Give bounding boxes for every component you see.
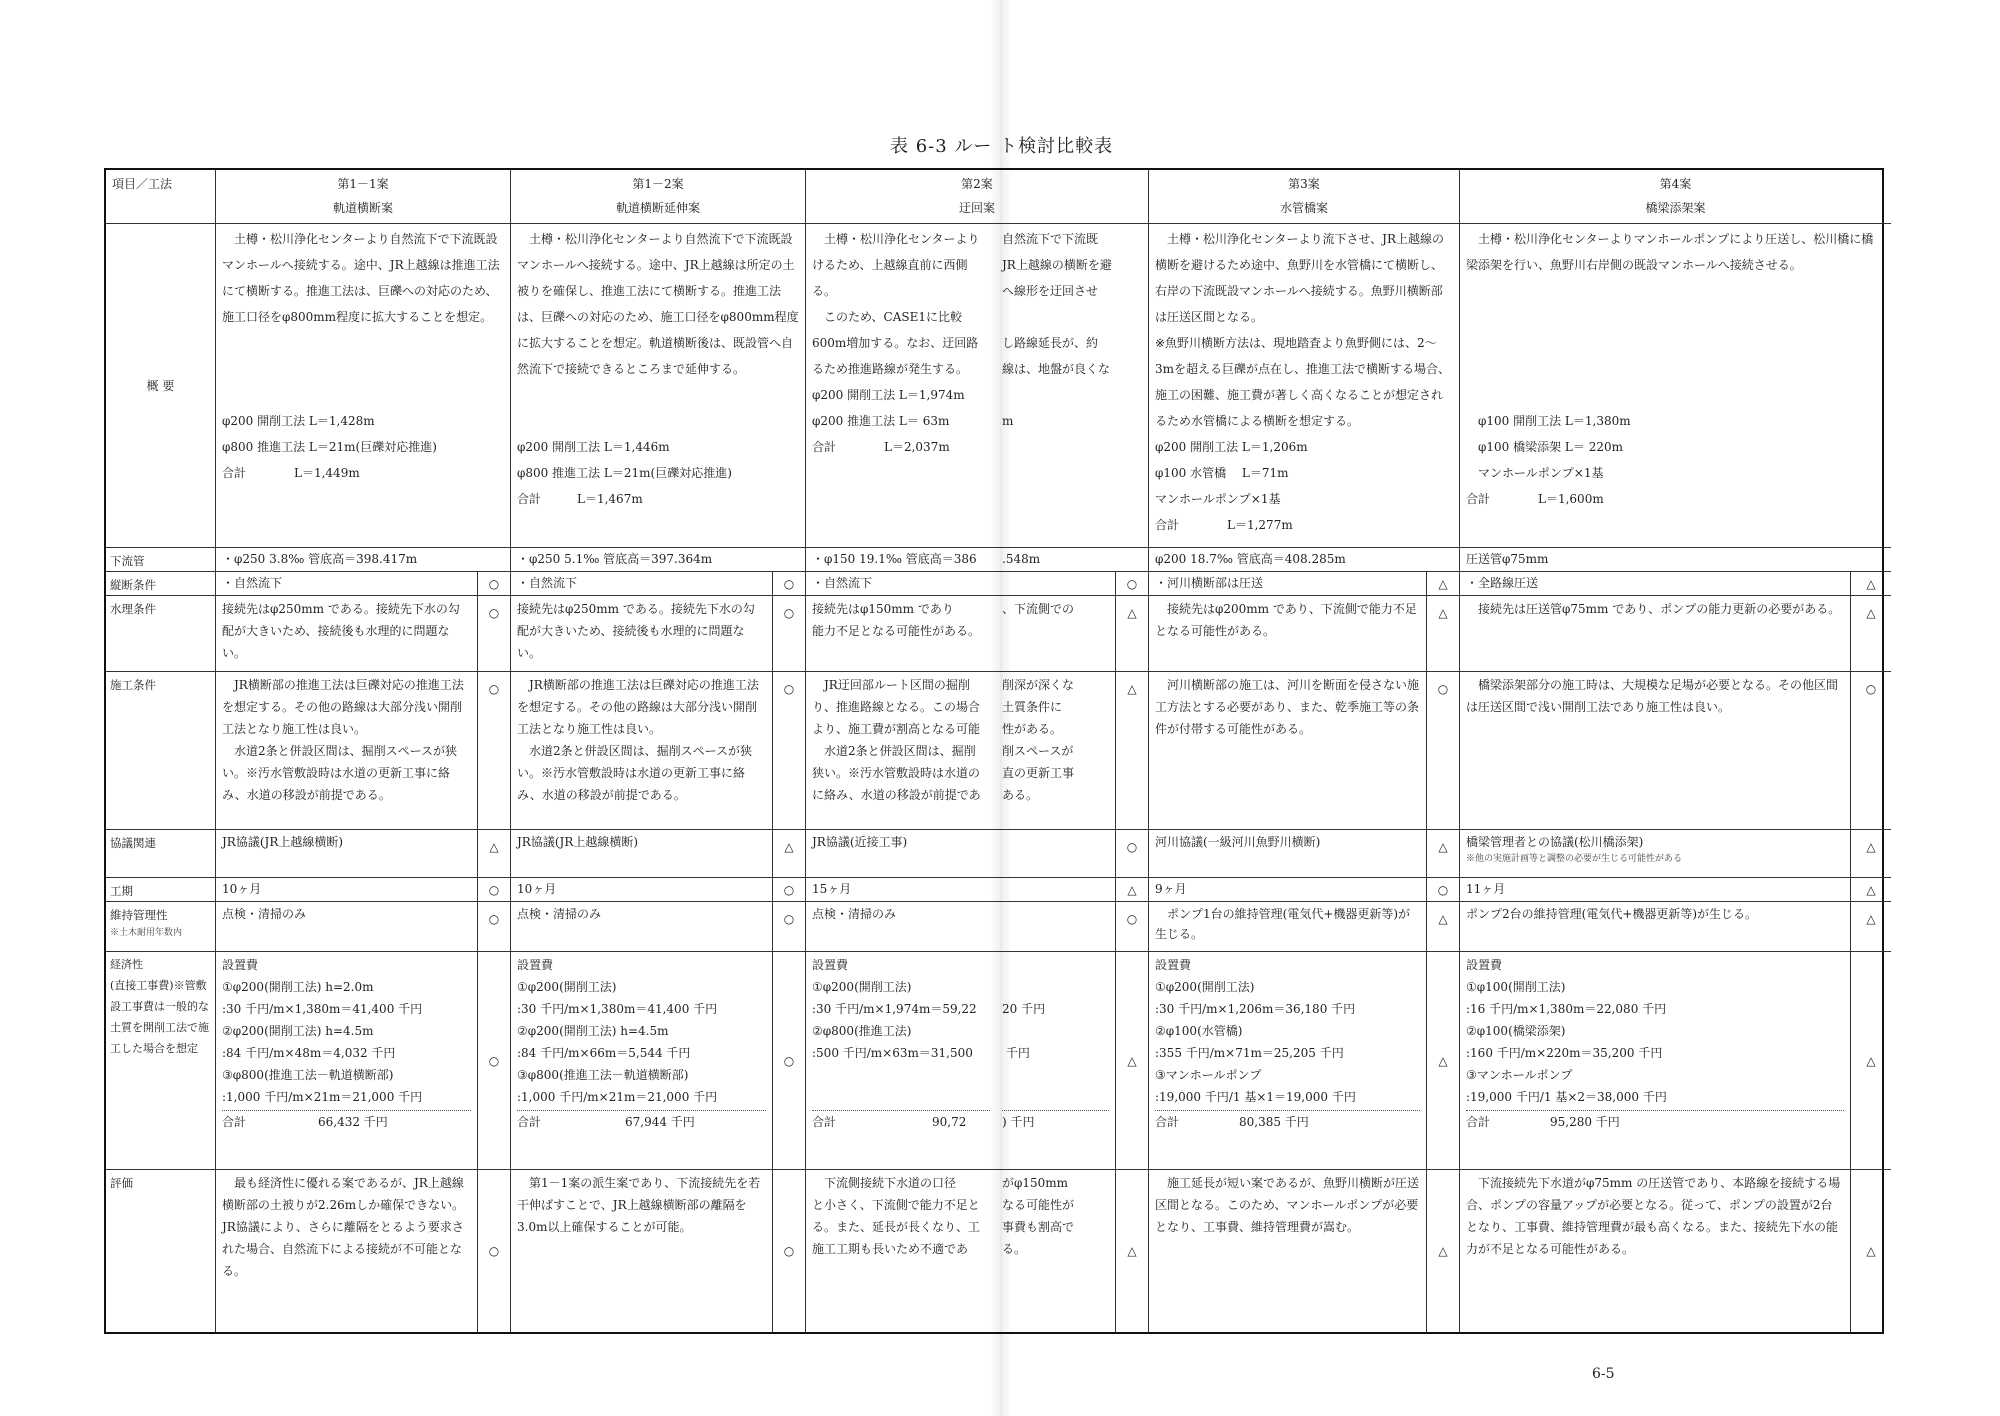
cell-seko-1-1: JR横断部の推進工法は巨礫対応の推進工法を想定する。その他の路線は大部分浅い開削工法となり施工性は良い。 水道2条と併設区間は、掘削スペースが狭い。※汚水管敷設時は水道の更新工事に絡み、水道の移設が前提である。 [216, 672, 478, 830]
cell-hyoka-1-2: 第1－1案の派生案であり、下流接続先を若干伸ばすことで、JR上越線横断部の離隔を3.0m以上確保することが可能。 [511, 1170, 773, 1332]
header-option-1-1 [216, 170, 511, 224]
mark-koki-4: △ [1851, 878, 1891, 902]
row-label-koki: 工期 [106, 878, 216, 902]
header-corner: 項目／工法 [106, 170, 216, 224]
mark-iji-2: ○ [1116, 902, 1149, 952]
option-number: 第1－1案 [337, 177, 389, 191]
cell-keizai-1-1 [216, 952, 478, 1170]
mark-judan-2: ○ [1116, 572, 1149, 596]
cell-seko-1-2: JR横断部の推進工法は巨礫対応の推進工法を想定する。その他の路線は大部分浅い開削工法となり施工性は良い。 水道2条と併設区間は、掘削スペースが狭い。※汚水管敷設時は水道の更新工事に絡み、水道の移設が前提である。 [511, 672, 773, 830]
keizai-1-2-detail: 設置費 ①φ200(開削工法) :30 千円/m×1,380m＝41,400 千円 ②φ200(開削工法) h=4.5m :84 千円/m×66m＝5,544 千円 ③φ800(推進工法－軌道横断部) :1,000 千円/m×21m＝21,000 千円 [517, 958, 718, 1104]
cell-gaiyo-2b: 自然流下で下流既 JR上越線の横断を避 へ線形を迂回させ し路線延長が、約 線は、地盤が良くな m [996, 224, 1149, 548]
mark-suiri-1-2: ○ [773, 596, 806, 672]
row-label-iji [106, 902, 216, 952]
header-option-2 [806, 170, 1149, 224]
mark-kyogi-3: △ [1427, 830, 1460, 878]
cell-koki-3: 9ヶ月 [1149, 878, 1427, 902]
keizai-3-detail: 設置費 ①φ200(開削工法) :30 千円/m×1,206m＝36,180 千円 ②φ100(水管橋) :355 千円/m×71m＝25,205 千円 ③マンホールポンプ :19,000 千円/1 基×1＝19,000 千円 [1155, 958, 1356, 1104]
keizai-2a-detail: 設置費 ①φ200(開削工法) :30 千円/m×1,974m＝59,22 ②φ800(推進工法) :500 千円/m×63m＝31,500 [812, 958, 977, 1060]
cell-karyu-3: φ200 18.7‰ 管底高＝408.285m [1149, 548, 1460, 572]
row-label-keizai: 経済性 (直接工事費)※管敷設工事費は一般的な土質を開削工法で施工した場合を想定 [106, 952, 216, 1170]
mark-seko-2: △ [1116, 672, 1149, 830]
cell-seko-2a: JR迂回部ルート区間の掘削 り、推進路線となる。この場合 より、施工費が割高となる可能 水道2条と併設区間は、掘削 狭い。※汚水管敷設時は水道の に絡み、水道の移設が前提であ [806, 672, 996, 830]
cell-koki-4: 11ヶ月 [1460, 878, 1851, 902]
keizai-1-1-total: 合計 66,432 千円 [222, 1110, 471, 1133]
kyogi-4-note: ※他の実施計画等と調整の必要が生じる可能性がある [1466, 854, 1683, 864]
cell-gaiyo-1-2: 土樽・松川浄化センターより自然流下で下流既設マンホールへ接続する。途中、JR上越線は所定の土被りを確保し、推進工法にて横断する。推進工法は、巨礫への対応のため、施工口径をφ800mm程度に拡大することを想定。軌道横断後は、既設管へ自然流下で接続できるところまで延伸する。 φ200 開削工法 L＝1,446m φ800 推進工法 L＝21m(巨礫対応推進) 合計 L＝1,467m [511, 224, 806, 548]
mark-koki-3: ○ [1427, 878, 1460, 902]
mark-kyogi-4: △ [1851, 830, 1891, 878]
cell-kyogi-1-2: JR協議(JR上越線横断) [511, 830, 773, 878]
cell-karyu-2a: ・φ150 19.1‰ 管底高＝386 [806, 548, 996, 572]
cell-iji-1-2: 点検・清掃のみ [511, 902, 773, 952]
cell-iji-2: 点検・清掃のみ [806, 902, 1116, 952]
mark-seko-1-2: ○ [773, 672, 806, 830]
mark-iji-4: △ [1851, 902, 1891, 952]
cell-kyogi-3: 河川協議(一級河川魚野川横断) [1149, 830, 1427, 878]
mark-iji-1-2: ○ [773, 902, 806, 952]
cell-gaiyo-2a: 土樽・松川浄化センターより けるため、上越線直前に西側 る。 このため、CASE1に比較 600m増加する。なお、迂回路 るため推進路線が発生する。 φ200 開削工法 L＝1,974m φ200 推進工法 L＝ 63m 合計 L＝2,037m [806, 224, 996, 548]
kyogi-4-text: 橋梁管理者との協議(松川橋添架) [1466, 835, 1644, 849]
cell-keizai-4 [1460, 952, 1851, 1170]
keizai-2b-total: ) 千円 [1002, 1110, 1109, 1133]
keizai-3-total: 合計 80,385 千円 [1155, 1110, 1420, 1133]
keizai-2a-total: 合計 90,72 [812, 1110, 990, 1133]
cell-keizai-2a [806, 952, 996, 1170]
mark-hyoka-4: △ [1866, 1244, 1876, 1258]
cell-keizai-2b [996, 952, 1116, 1170]
mark-hyoka-1-1: ○ [478, 1170, 511, 1332]
option-number: 第4案 [1659, 177, 1692, 191]
mark-seko-3: ○ [1427, 672, 1460, 830]
cell-judan-2: ・自然流下 [806, 572, 1116, 596]
mark-koki-1-1: ○ [478, 878, 511, 902]
keizai-4-detail: 設置費 ①φ100(開削工法) :16 千円/m×1,380m＝22,080 千円 ②φ100(橋梁添架) :160 千円/m×220m＝35,200 千円 ③マンホールポンプ :19,000 千円/1 基×2＝38,000 千円 [1466, 958, 1667, 1104]
cell-hyoka-2a: 下流側接続下水道の口径 と小さく、下流側で能力不足と る。また、延長が長くなり、工 施工工期も長いため不適であ [812, 1176, 981, 1256]
mark-kyogi-1-2: △ [773, 830, 806, 878]
row-label-judan: 縦断条件 [106, 572, 216, 596]
iji-label-note: ※土木耐用年数内 [110, 928, 183, 938]
cell-koki-2: 15ヶ月 [806, 878, 1116, 902]
iji-label-text: 維持管理性 [110, 908, 168, 922]
cell-hyoka-4: 下流接続先下水道がφ75mm の圧送管であり、本路線を接続する場合、ポンプの容量アップが必要となる。従って、ポンプの設置が2台となり、工事費、維持管理費が最も高くなる。また、接続先下水の能力が不足となる可能性がある。 [1460, 1170, 1851, 1332]
mark-hyoka-1-2: ○ [773, 1170, 806, 1332]
row-label-gaiyo: 概 要 [106, 224, 216, 548]
mark-koki-2: △ [1116, 878, 1149, 902]
mark-hyoka-2: △ [1116, 1170, 1149, 1332]
row-label-karyu: 下流管 [106, 548, 216, 572]
header-option-1-2 [511, 170, 806, 224]
option-number: 第2案 [961, 177, 993, 191]
cell-seko-4: 橋梁添架部分の施工時は、大規模な足場が必要となる。その他区間は圧送区間で浅い開削工法であり施工性は良い。 [1460, 672, 1851, 830]
option-name: 水管橋案 [1279, 201, 1328, 215]
cell-karyu-1-2: ・φ250 5.1‰ 管底高＝397.364m [511, 548, 806, 572]
cell-seko-3: 河川横断部の施工は、河川を断面を侵さない施工方法とする必要があり、また、乾季施工等の条件が付帯する可能性がある。 [1149, 672, 1427, 830]
option-name: 軌道横断案 [332, 201, 393, 215]
mark-suiri-2: △ [1116, 596, 1149, 672]
cell-judan-4: ・全路線圧送 [1460, 572, 1851, 596]
cell-suiri-4: 接続先は圧送管φ75mm であり、ポンプの能力更新の必要がある。 [1460, 596, 1851, 672]
cell-keizai-3 [1149, 952, 1427, 1170]
mark-keizai-2: △ [1116, 952, 1149, 1170]
cell-gaiyo-3: 土樽・松川浄化センターより流下させ、JR上越線の横断を避けるため途中、魚野川を水管橋にて横断し、右岸の下流既設マンホールへ接続する。魚野川横断部は圧送区間となる。 ※魚野川横断方法は、現地踏査より魚野側には、2〜3mを超える巨礫が点在し、推進工法で横断する場合、施工の困難、施工費が著しく高くなることが想定されるため水管橋による横断を想定する。 φ200 開削工法 L＝1,206m φ100 水管橋 L＝71m マンホールポンプ×1基 合計 L＝1,277m [1149, 224, 1460, 548]
option-name: 軌道横断延伸案 [615, 201, 700, 215]
cell-kyogi-4 [1460, 830, 1851, 878]
option-number: 第3案 [1288, 177, 1320, 191]
mark-judan-1-1: ○ [478, 572, 511, 596]
cell-karyu-1-1: ・φ250 3.8‰ 管底高＝398.417m [216, 548, 511, 572]
cell-gaiyo-4: 土樽・松川浄化センターよりマンホールポンプにより圧送し、松川橋に橋梁添架を行い、魚野川右岸側の既設マンホールへ接続させる。 φ100 開削工法 L＝1,380m φ100 橋梁添架 L＝ 220m マンホールポンプ×1基 合計 L＝1,600m [1460, 224, 1891, 548]
cell-judan-1-1: ・自然流下 [216, 572, 478, 596]
cell-iji-1-1: 点検・清掃のみ [216, 902, 478, 952]
option-number: 第1－2案 [632, 177, 684, 191]
comparison-table [104, 168, 1884, 1334]
mark-suiri-1-1: ○ [478, 596, 511, 672]
cell-suiri-2a: 接続先はφ150mm であり 能力不足となる可能性がある。 [806, 596, 996, 672]
mark-suiri-3: △ [1427, 596, 1460, 672]
cell-iji-3: ポンプ1台の維持管理(電気代+機器更新等)が生じる。 [1149, 902, 1427, 952]
option-name: 橋梁添架案 [1645, 201, 1706, 215]
cell-iji-4: ポンプ2台の維持管理(電気代+機器更新等)が生じる。 [1460, 902, 1851, 952]
mark-keizai-3: △ [1427, 952, 1460, 1170]
cell-gaiyo-1-1: 土樽・松川浄化センターより自然流下で下流既設マンホールへ接続する。途中、JR上越線は推進工法にて横断する。推進工法は、巨礫への対応のため、施工口径をφ800mm程度に拡大することを想定。 φ200 開削工法 L＝1,428m φ800 推進工法 L＝21m(巨礫対応推進) 合計 L＝1,449m [216, 224, 511, 548]
cell-suiri-2b: 、下流側での [996, 596, 1116, 672]
mark-keizai-1-1: ○ [478, 952, 511, 1170]
cell-keizai-1-2 [511, 952, 773, 1170]
row-label-kyogi: 協議関連 [106, 830, 216, 878]
keizai-2b-detail: 20 千円 千円 [1002, 1002, 1046, 1060]
mark-judan-1-2: ○ [773, 572, 806, 596]
cell-suiri-3: 接続先はφ200mm であり、下流側で能力不足となる可能性がある。 [1149, 596, 1427, 672]
mark-koki-1-2: ○ [773, 878, 806, 902]
cell-karyu-4: 圧送管φ75mm [1460, 548, 1891, 572]
mark-keizai-4: △ [1851, 952, 1891, 1170]
option-name: 迂回案 [958, 201, 995, 215]
keizai-1-2-total: 合計 67,944 千円 [517, 1110, 766, 1133]
cell-suiri-1-1: 接続先はφ250mm である。接続先下水の勾配が大きいため、接続後も水理的に問題ない。 [216, 596, 478, 672]
mark-hyoka-3: △ [1427, 1170, 1460, 1332]
mark-suiri-4: △ [1851, 596, 1891, 672]
header-option-3 [1149, 170, 1460, 224]
keizai-2a-spacer [812, 1064, 990, 1108]
mark-iji-1-1: ○ [478, 902, 511, 952]
mark-judan-4: △ [1851, 572, 1891, 596]
cell-judan-1-2: ・自然流下 [511, 572, 773, 596]
cell-koki-1-2: 10ヶ月 [511, 878, 773, 902]
header-option-4 [1460, 170, 1891, 224]
keizai-1-1-detail: 設置費 ①φ200(開削工法) h=2.0m :30 千円/m×1,380m＝41,400 千円 ②φ200(開削工法) h=4.5m :84 千円/m×48m＝4,032 千円 ③φ800(推進工法－軌道横断部) :1,000 千円/m×21m＝21,000 千円 [222, 958, 423, 1104]
row-label-hyoka: 評価 [106, 1170, 216, 1332]
page-title: 表 6-3 ルー ト検討比較表 [890, 136, 1114, 157]
mark-kyogi-1-1: △ [478, 830, 511, 878]
cell-koki-1-1: 10ヶ月 [216, 878, 478, 902]
mark-keizai-1-2: ○ [773, 952, 806, 1170]
keizai-2b-spacer [1002, 1064, 1109, 1108]
mark-seko-4: ○ [1851, 672, 1891, 830]
cell-kyogi-1-1: JR協議(JR上越線横断) [216, 830, 478, 878]
keizai-4-total: 合計 95,280 千円 [1466, 1110, 1844, 1133]
mark-iji-3: △ [1427, 902, 1460, 952]
cell-seko-2b: 削深が深くな 土質条件に 性がある。 削スペースが 直の更新工事 ある。 [996, 672, 1116, 830]
mark-seko-1-1: ○ [478, 672, 511, 830]
cell-judan-3: ・河川横断部は圧送 [1149, 572, 1427, 596]
cell-suiri-1-2: 接続先はφ250mm である。接続先下水の勾配が大きいため、接続後も水理的に問題ない。 [511, 596, 773, 672]
cell-hyoka-3: 施工延長が短い案であるが、魚野川横断が圧送区間となる。このため、マンホールポンプが必要となり、工事費、維持管理費が嵩む。 [1149, 1170, 1427, 1332]
page-number: 6-5 [1592, 1366, 1615, 1382]
row-label-seko: 施工条件 [106, 672, 216, 830]
cell-kyogi-2: JR協議(近接工事) [806, 830, 1116, 878]
cell-hyoka-2b: がφ150mm なる可能性が 事費も割高で る。 [996, 1170, 1116, 1332]
mark-kyogi-2: ○ [1116, 830, 1149, 878]
cell-hyoka-1-1: 最も経済性に優れる案であるが、JR上越線横断部の土被りが2.26mしか確保できない。JR協議により、さらに離隔をとるよう要求された場合、自然流下による接続が不可能となる。 [216, 1170, 478, 1332]
cell-karyu-2b: .548m [996, 548, 1149, 572]
mark-judan-3: △ [1427, 572, 1460, 596]
row-label-suiri: 水理条件 [106, 596, 216, 672]
